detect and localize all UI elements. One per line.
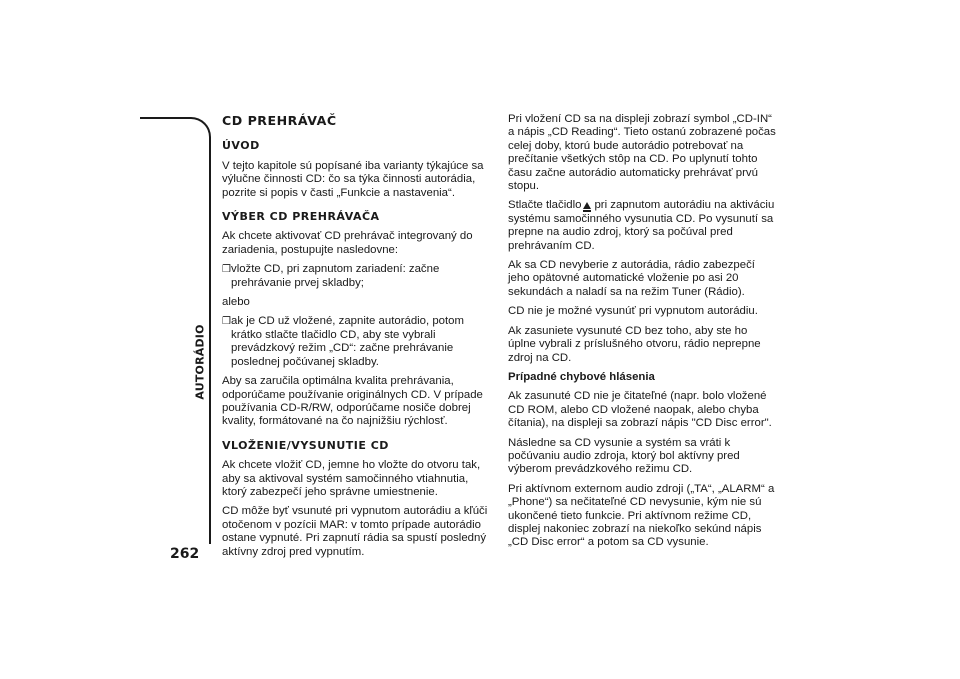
reload-text: Ak sa CD nevyberie z autorádia, rádio zabezpečí jeho opätovné automatické vloženie po asi 20 sekundách a naladí sa na režim Tuner (Rádio).: [508, 259, 755, 298]
error-text: Pri aktívnom externom audio zdroji („TA“, „ALARM“ a „Phone“) sa nečitateľné CD nevysunie, kým nie sú ukončené tieto funkcie. Pri aktívnom režime CD, displej nakoniec zobrazí na niekoľko sekúnd nápis „CD Disc error“ a potom sa CD vysunie.: [508, 482, 775, 549]
cd-in-text: Pri vložení CD sa na displeji zobrazí symbol „CD-IN“ a nápis „CD Reading“. Tieto ostanú zobrazené počas celej doby, ktorú bude autorádio potrebovať na prečítanie všetkých stôp na CD. Po uplynutí tohto času začne autorádio automaticky prehrávať prvú stopu.: [508, 113, 776, 193]
page-title: CD PREHRÁVAČ: [222, 113, 337, 128]
intro-heading: ÚVOD: [222, 139, 260, 153]
reinsert-text: Ak zasuniete vysunuté CD bez toho, aby ste ho úplne vybrali z príslušného otvoru, rádio neprepne zdroj na CD.: [508, 324, 761, 364]
checkbox-bullet-icon: ❒: [222, 316, 231, 328]
intro-text: V tejto kapitole sú popísané iba varianty týkajúce sa výlučne činnosti CD: čo sa týka činnosti autorádia, pozrite si popis v časti „Funkcie a nastavenia“.: [222, 159, 484, 199]
bullet-item: [222, 315, 492, 369]
select-heading: VÝBER CD PREHRÁVAČA: [222, 210, 380, 224]
left-column: [222, 114, 492, 565]
page-number: 262: [170, 546, 200, 562]
insert-text: Ak chcete vložiť CD, jemne ho vložte do otvoru tak, aby sa aktivoval systém samočinného vtiahnutia, ktorý zabezpečí jeho správne umiestnenie.: [222, 459, 481, 498]
error-text: Následne sa CD vysunie a systém sa vráti k počúvaniu audio zdroja, ktorý bol aktívny pred výberom prevádzkového režimu CD.: [508, 436, 740, 476]
section-label: AUTORÁDIO: [193, 324, 207, 400]
checkbox-bullet-icon: ❒: [222, 264, 231, 276]
or-text: alebo: [222, 296, 250, 309]
no-eject-text: CD nie je možné vysunúť pri vypnutom autorádiu.: [508, 305, 758, 318]
insert-heading: VLOŽENIE/VYSUNUTIE CD: [222, 438, 389, 452]
insert-text: CD môže byť vsunuté pri vypnutom autorádiu a kľúči otočenom v pozícii MAR: v tomto prípade autorádio ostane vypnuté. Pri zapnutí rádia sa spustí posledný aktívny zdroj pred vypnutím.: [222, 505, 488, 558]
select-text: Ak chcete aktivovať CD prehrávač integrovaný do zariadenia, postupujte nasledovne:: [222, 230, 473, 256]
bullet-item: [222, 263, 492, 290]
eject-text: Stlačte tlačidlo pri zapnutom autorádiu na aktiváciu systému samočinného vysunutia CD. Po vysunutí sa prepne na audio zdroj, ktorý sa počúval pred prehrávaním CD.: [508, 199, 775, 252]
bullet-text: ak je CD už vložené, zapnite autorádio, potom krátko stlačte tlačidlo CD, aby ste vybrali prevádzkový režim „CD“: začne prehrávanie poslednej počúvanej skladby.: [231, 315, 465, 368]
right-column: [508, 113, 778, 556]
eject-icon: [583, 202, 591, 209]
error-text: Ak zasunuté CD nie je čitateľné (napr. bolo vložené CD ROM, alebo CD vložené naopak, alebo chyba čítania), na displeji sa zobrazí nápis "CD Disc error".: [508, 390, 772, 430]
errors-heading: Prípadné chybové hlásenia: [508, 370, 655, 383]
bullet-text: vložte CD, pri zapnutom zariadení: začne prehrávanie prvej skladby;: [231, 263, 440, 289]
quality-text: Aby sa zaručila optimálna kvalita prehrávania, odporúčame používanie originálnych CD. V prípade používania CD-R/RW, odporúčame nosiče dobrej kvality, formátované na čo najnižšiu rýchlosť.: [222, 375, 483, 428]
